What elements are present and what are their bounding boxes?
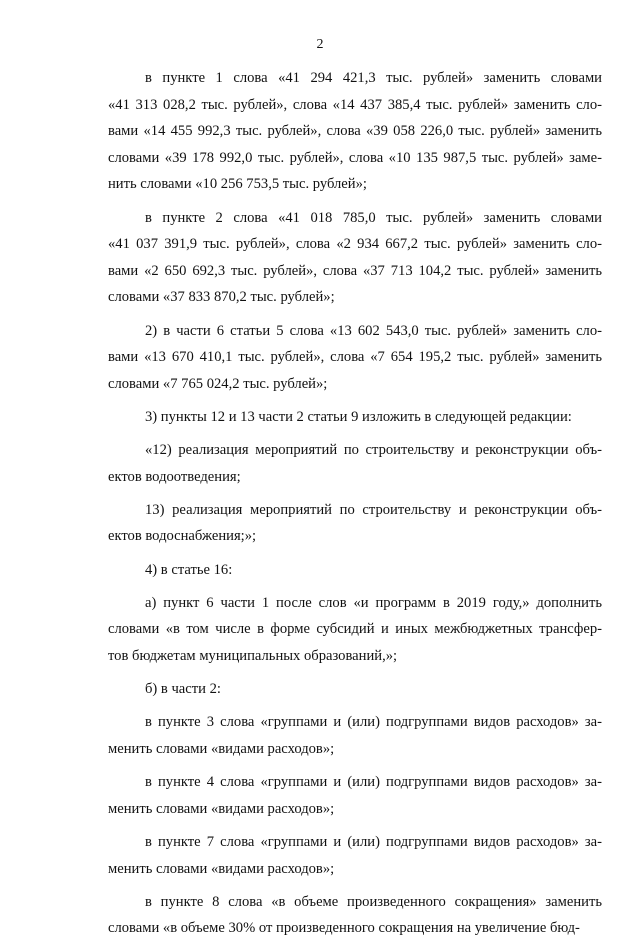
text-line: менить словами «видами расходов»; xyxy=(108,741,335,757)
paragraph xyxy=(108,205,602,311)
text-line: словами «39 178 992,0 тыс. рублей», слова «10 135 987,5 тыс. рублей» заме- xyxy=(108,149,602,166)
text-line: в пункте 8 слова «в объеме произведенного сокращения» заменить xyxy=(145,893,602,910)
text-line: 4) в статье 16: xyxy=(145,561,233,578)
text-line: в пункте 1 слова «41 294 421,3 тыс. рублей» заменить словами xyxy=(145,70,602,86)
text-line: ектов водоотведения; xyxy=(108,468,241,485)
text-line: «41 037 391,9 тыс. рублей», слова «2 934 667,2 тыс. рублей» заменить сло- xyxy=(108,236,602,253)
text-line: в пункте 3 слова «группами и (или) подгруппами видов расходов» за- xyxy=(145,714,602,731)
text-line: словами «в объеме 30% от произведенного сокращения на увеличение бюд- xyxy=(108,920,580,937)
document-body xyxy=(108,65,602,949)
text-line: словами «в том числе в форме субсидий и иных межбюджетных трансфер- xyxy=(108,621,602,638)
paragraph xyxy=(108,889,602,942)
paragraph xyxy=(108,590,602,670)
text-line: 3) пункты 12 и 13 части 2 статьи 9 изложить в следующей редакции: xyxy=(145,408,572,425)
text-line: а) пункт 6 части 1 после слов «и программ в 2019 году,» дополнить xyxy=(145,594,602,611)
text-line: тов бюджетам муниципальных образований,»; xyxy=(108,648,398,665)
text-line: в пункте 7 слова «группами и (или) подгруппами видов расходов» за- xyxy=(145,833,602,850)
text-line: ектов водоснабжения;»; xyxy=(108,528,257,545)
text-line: вами «2 650 692,3 тыс. рублей», слова «37 713 104,2 тыс. рублей» заменить xyxy=(108,262,602,279)
paragraph xyxy=(108,557,602,584)
paragraph xyxy=(108,404,602,431)
text-line: вами «14 455 992,3 тыс. рублей», слова «39 058 226,0 тыс. рублей» заменить xyxy=(108,123,602,140)
paragraph xyxy=(108,769,602,822)
paragraph xyxy=(108,709,602,762)
text-line: вами «13 670 410,1 тыс. рублей», слова «7 654 195,2 тыс. рублей» заменить xyxy=(108,349,602,366)
text-line: «41 313 028,2 тыс. рублей», слова «14 437 385,4 тыс. рублей» заменить сло- xyxy=(108,96,602,113)
text-line: в пункте 2 слова «41 018 785,0 тыс. рублей» заменить словами xyxy=(145,209,602,226)
paragraph xyxy=(108,676,602,703)
paragraph xyxy=(108,437,602,490)
page-number: 2 xyxy=(316,37,324,52)
text-line: словами «7 765 024,2 тыс. рублей»; xyxy=(108,375,328,392)
paragraph xyxy=(108,829,602,882)
text-line: 2) в части 6 статьи 5 слова «13 602 543,0 тыс. рублей» заменить сло- xyxy=(145,322,602,339)
text-line: менить словами «видами расходов»; xyxy=(108,860,335,877)
paragraph xyxy=(108,497,602,550)
text-line: 13) реализация мероприятий по строительству и реконструкции объ- xyxy=(145,501,602,518)
text-line: «12) реализация мероприятий по строительству и реконструкции объ- xyxy=(145,442,602,459)
text-line: менить словами «видами расходов»; xyxy=(108,800,335,817)
text-line: б) в части 2: xyxy=(145,681,221,698)
paragraph xyxy=(108,65,602,198)
text-line: нить словами «10 256 753,5 тыс. рублей»; xyxy=(108,176,367,193)
text-line: в пункте 4 слова «группами и (или) подгруппами видов расходов» за- xyxy=(145,774,602,791)
text-line: словами «37 833 870,2 тыс. рублей»; xyxy=(108,289,335,306)
paragraph xyxy=(108,318,602,398)
